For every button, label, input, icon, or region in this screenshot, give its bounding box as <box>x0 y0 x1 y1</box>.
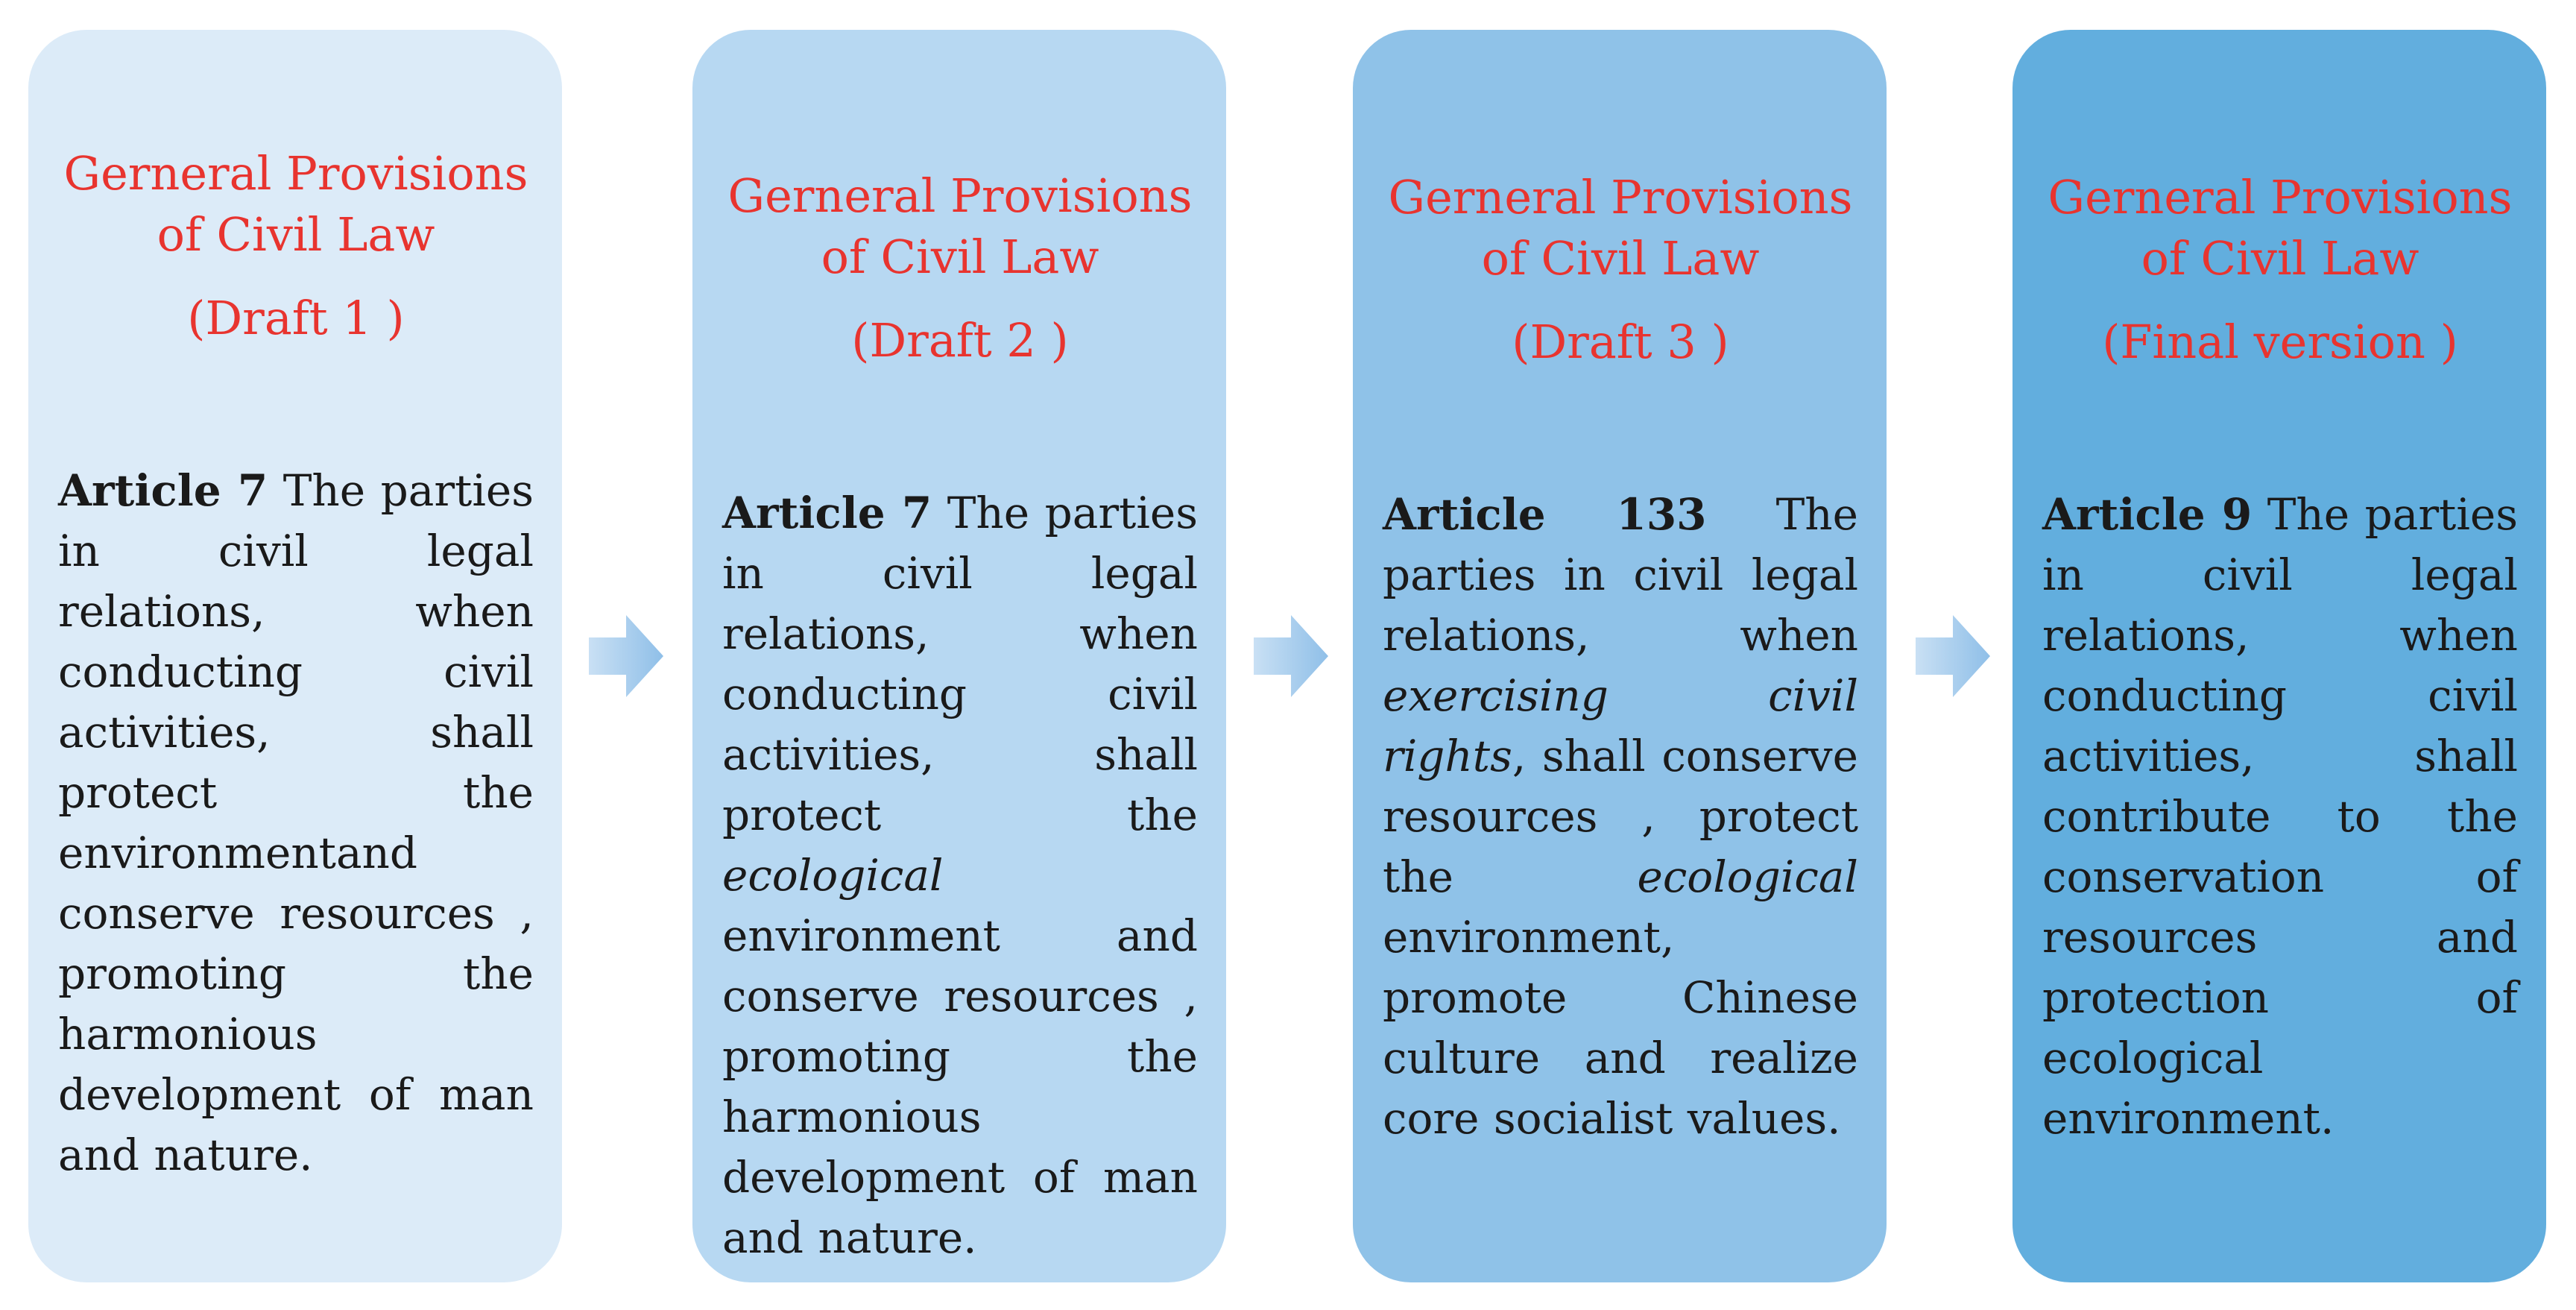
article-segment: The parties in civil legal relations, when conducting civil activities, shall contribute to the conservation of resources and protection of ecological environment. <box>2042 489 2518 1144</box>
version-label: (Draft 2 ) <box>851 313 1069 368</box>
version-label: (Draft 3 ) <box>1512 315 1729 369</box>
heading-line-2: of Civil Law <box>821 230 1099 284</box>
article-emphasis: exercising civil rights <box>1383 670 1858 781</box>
right-arrow-icon <box>1916 611 1990 701</box>
article-label: Article 133 <box>1383 489 1707 540</box>
article-label: Article 9 <box>2042 489 2253 540</box>
card-heading <box>722 166 1198 288</box>
card-draft-2 <box>692 30 1226 1282</box>
article-body <box>2042 489 2518 1144</box>
heading-line-2: of Civil Law <box>1481 231 1760 286</box>
article-body <box>58 465 534 1180</box>
article-body <box>1383 489 1858 1144</box>
card-draft-1 <box>28 30 562 1282</box>
article-segment: The parties in civil legal relations, when <box>1383 489 1858 661</box>
article-text <box>2042 485 2518 1149</box>
article-emphasis: ecological <box>722 850 944 901</box>
card-final-version <box>2012 30 2546 1282</box>
article-segment: The parties in civil legal relations, when conducting civil activities, shall protect the environmentand conserve resources , promoting the harmonious development of man and nature. <box>58 465 534 1180</box>
version-label: (Final version ) <box>2102 315 2458 369</box>
heading-line-1: Gerneral Provisions <box>2048 170 2513 224</box>
article-text <box>58 461 534 1185</box>
heading-line-1: Gerneral Provisions <box>63 146 528 201</box>
card-draft-3 <box>1353 30 1887 1282</box>
card-heading <box>2042 167 2518 289</box>
article-segment: The parties in civil legal relations, when conducting civil activities, shall protect the <box>722 488 1198 840</box>
heading-line-2: of Civil Law <box>2141 231 2419 286</box>
card-heading <box>1383 167 1858 289</box>
version-label: (Draft 1 ) <box>187 291 405 345</box>
article-label: Article 7 <box>58 465 268 516</box>
right-arrow-icon <box>589 611 663 701</box>
article-segment: environment, promote Chinese culture and realize core socialist values. <box>1383 912 1858 1144</box>
heading-line-1: Gerneral Provisions <box>1388 170 1853 224</box>
card-heading <box>58 143 534 265</box>
article-label: Article 7 <box>722 488 932 538</box>
article-emphasis: ecological <box>1637 851 1858 902</box>
heading-line-1: Gerneral Provisions <box>727 169 1193 223</box>
article-text <box>1383 485 1858 1149</box>
article-segment: environment and conserve resources , promoting the harmonious development of man and nature. <box>722 910 1198 1263</box>
article-text <box>722 483 1198 1268</box>
right-arrow-icon <box>1254 611 1328 701</box>
article-segment: , shall conserve resources , protect the <box>1383 731 1858 902</box>
article-body <box>722 488 1198 1263</box>
heading-line-2: of Civil Law <box>157 207 435 262</box>
